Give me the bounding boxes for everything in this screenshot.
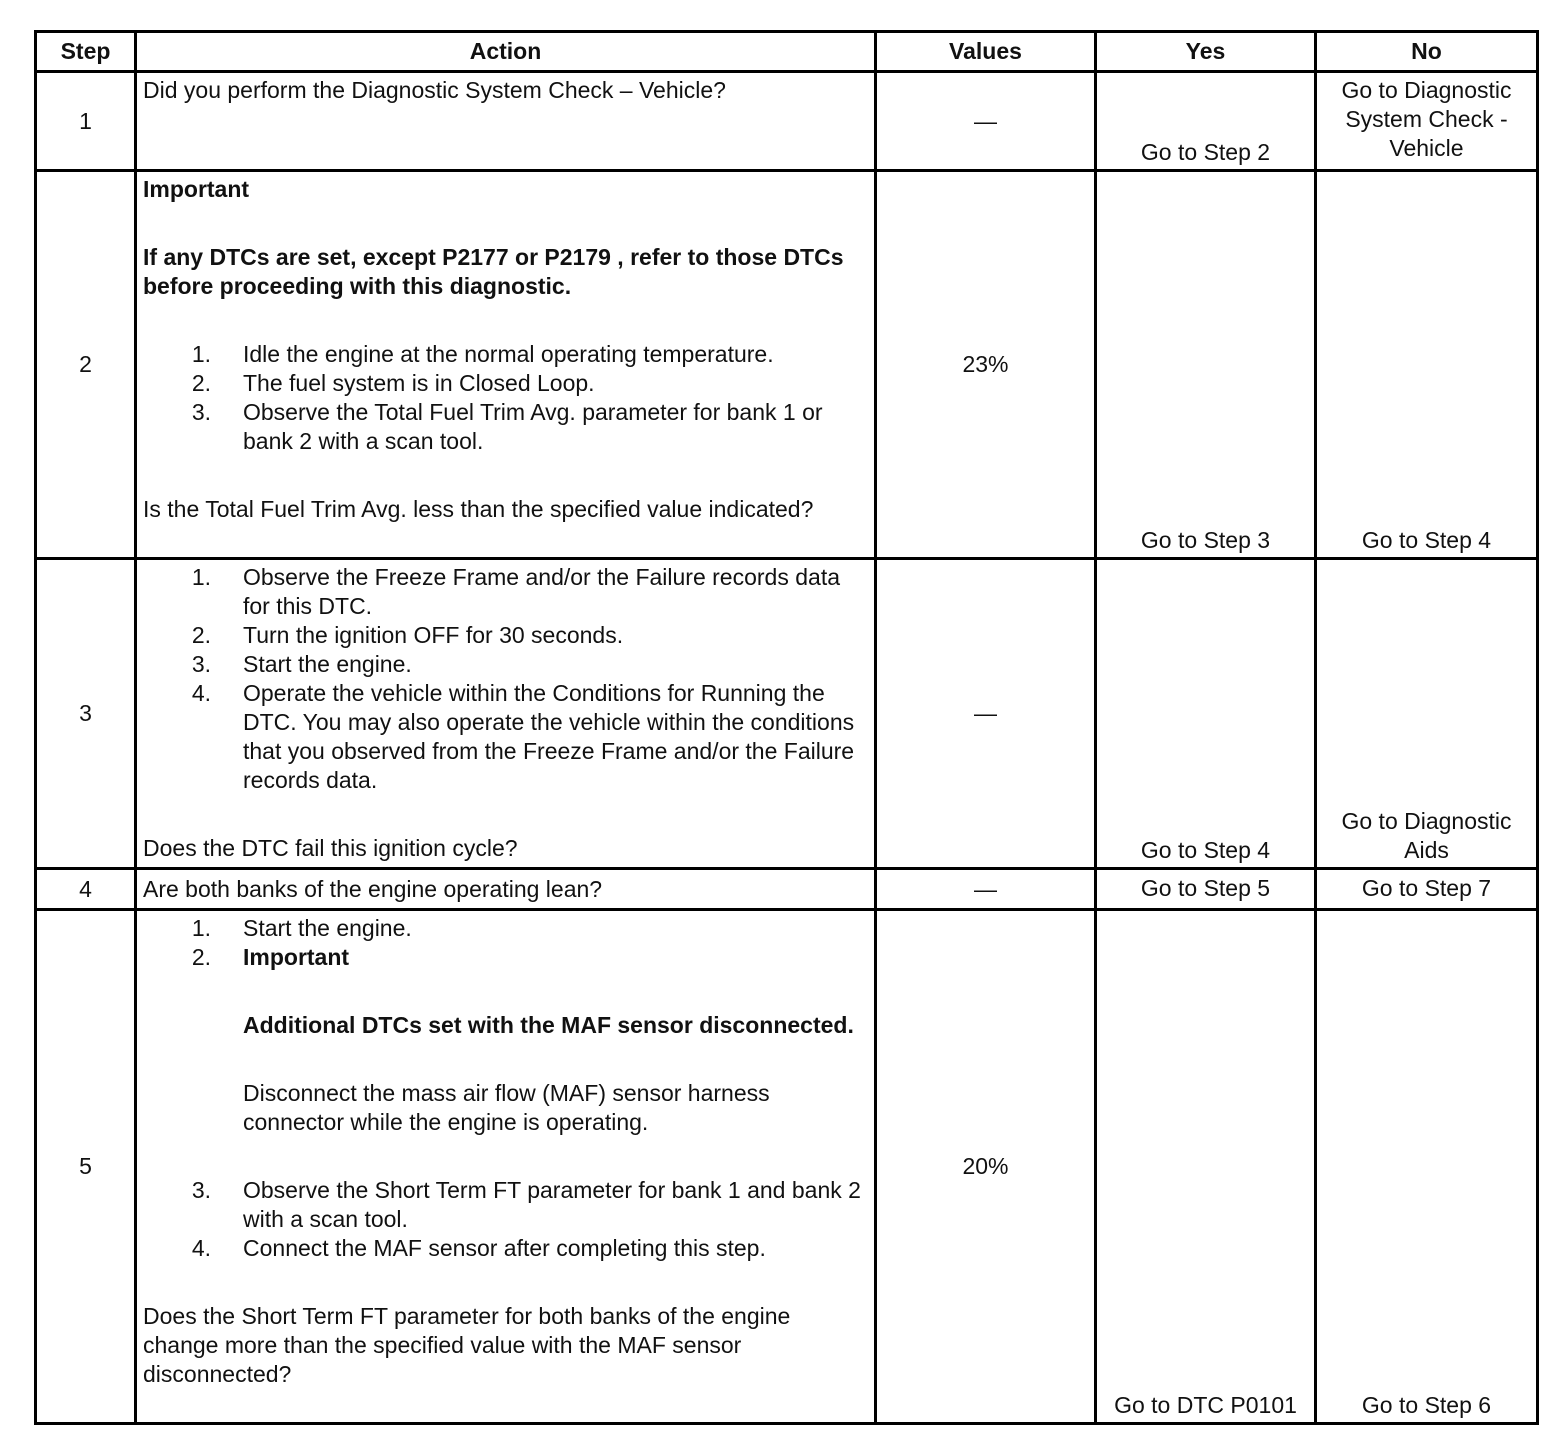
important-text: Additional DTCs set with the MAF sensor disconnected. [243, 1012, 854, 1038]
step-number: 2 [36, 171, 136, 559]
header-no: No [1316, 32, 1538, 72]
yes-cell: Go to Step 3 [1096, 171, 1316, 559]
no-cell: Go to Diagnostic Aids [1316, 559, 1538, 869]
important-label: Important [143, 176, 250, 202]
list-item: 4. Operate the vehicle within the Conditions for Running the DTC. You may also operate the vehicle within the conditions that you observed from the Freeze Frame and/or the Failure records data. [191, 680, 855, 793]
list-item: 3. Observe the Short Term FT parameter for bank 1 and bank 2 with a scan tool. [191, 1177, 861, 1232]
no-cell: Go to Step 7 [1316, 869, 1538, 910]
header-row [36, 32, 1538, 72]
yes-cell: Go to Step 5 [1096, 869, 1316, 910]
action-steps-list [143, 340, 864, 456]
step-number: 5 [36, 910, 136, 1424]
no-cell: Go to Step 4 [1316, 171, 1538, 559]
list-item: 3. Start the engine. [191, 651, 412, 677]
step-number: 1 [36, 72, 136, 171]
list-item: 1. Idle the engine at the normal operating temperature. [191, 341, 774, 367]
value-cell: 20% [876, 910, 1096, 1424]
action-question: Is the Total Fuel Trim Avg. less than the specified value indicated? [143, 496, 814, 522]
action-question: Did you perform the Diagnostic System Check – Vehicle? [143, 77, 726, 103]
action-cell [136, 869, 876, 910]
list-item: 1. Start the engine. [191, 915, 412, 941]
value-cell: — [876, 72, 1096, 171]
action-question: Are both banks of the engine operating lean? [143, 876, 603, 902]
action-question: Does the Short Term FT parameter for both banks of the engine change more than the specified value with the MAF sensor disconnected? [143, 1303, 791, 1387]
value-cell: — [876, 869, 1096, 910]
action-cell [136, 559, 876, 869]
yes-cell: Go to DTC P0101 [1096, 910, 1316, 1424]
item-text: Disconnect the mass air flow (MAF) sensor harness connector while the engine is operating. [243, 1080, 770, 1135]
step-number: 4 [36, 869, 136, 910]
list-item: 4. Connect the MAF sensor after completing this step. [191, 1235, 766, 1261]
table-row-step-1 [36, 72, 1538, 171]
header-action: Action [136, 32, 876, 72]
value-cell: 23% [876, 171, 1096, 559]
action-steps-list [143, 914, 864, 1263]
header-values: Values [876, 32, 1096, 72]
no-cell: Go to Diagnostic System Check - Vehicle [1316, 72, 1538, 171]
action-question: Does the DTC fail this ignition cycle? [143, 835, 518, 861]
action-cell [136, 910, 876, 1424]
value-cell: — [876, 559, 1096, 869]
list-item: 2. The fuel system is in Closed Loop. [191, 370, 595, 396]
list-item: 2. Important Additional DTCs set with the MAF sensor disconnected. Disconnect the mass air flow (MAF) sensor harness connector while the engine is operating. [143, 943, 864, 1176]
table-row-step-3 [36, 559, 1538, 869]
table-row-step-5 [36, 910, 1538, 1424]
header-yes: Yes [1096, 32, 1316, 72]
yes-cell: Go to Step 4 [1096, 559, 1316, 869]
list-item: 1. Observe the Freeze Frame and/or the Failure records data for this DTC. [191, 564, 841, 619]
step-number: 3 [36, 559, 136, 869]
list-item: 2. Turn the ignition OFF for 30 seconds. [191, 622, 624, 648]
important-label: Important [243, 944, 350, 970]
table-row-step-4 [36, 869, 1538, 910]
header-step: Step [36, 32, 136, 72]
action-cell [136, 171, 876, 559]
action-cell [136, 72, 876, 171]
list-item: 3. Observe the Total Fuel Trim Avg. parameter for bank 1 or bank 2 with a scan tool. [191, 399, 823, 454]
important-text: If any DTCs are set, except P2177 or P2179 , refer to those DTCs before proceeding with this diagnostic. [143, 244, 844, 299]
diagnostic-table [34, 30, 1539, 1425]
yes-cell: Go to Step 2 [1096, 72, 1316, 171]
table-row-step-2 [36, 171, 1538, 559]
action-steps-list [143, 563, 864, 795]
no-cell: Go to Step 6 [1316, 910, 1538, 1424]
